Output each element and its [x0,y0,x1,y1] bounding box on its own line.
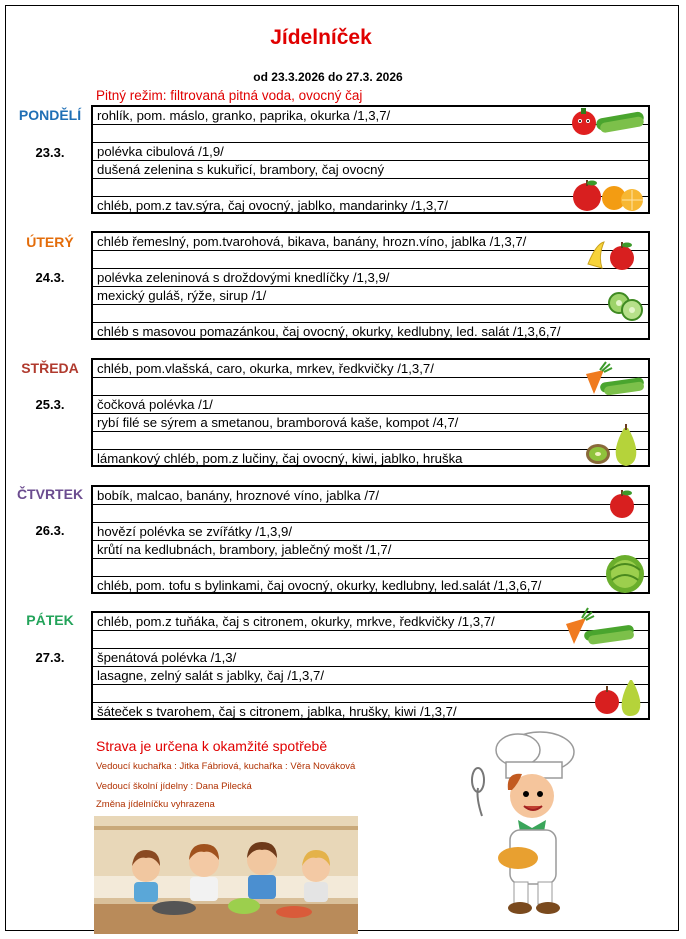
canteen-head-info: Vedoucí školní jídelny : Dana Pilecká [96,781,252,792]
menu-item-lunch: krůtí na kedlubnách, brambory, jablečný mošt /1,7/ [97,542,392,557]
kids-cooking-illustration [94,816,358,934]
menu-item-breakfast: chléb, pom.vlašská, caro, okurka, mrkev, ředkvičky /1,3,7/ [97,361,434,376]
kiwi-pear-icon [584,424,644,468]
drink-regime: Pitný režim: filtrovaná pitná voda, ovocný čaj [96,88,363,103]
day-date-tuesday: 24.3. [35,270,65,285]
menu-item-soup: polévka zeleninová s droždovými knedlíčky /1,3,9/ [97,270,390,285]
menu-item-snack: šáteček s tvarohem, čaj s citronem, jablka, hrušky, kiwi /1,3,7/ [97,704,457,719]
menu-item-soup: polévka cibulová /1,9/ [97,144,224,159]
menu-block-wednesday [91,358,650,467]
menu-item-lunch: lasagne, zelný salát s jablky, čaj /1,3,7/ [97,668,324,683]
day-date-monday: 23.3. [35,145,65,160]
apple-orange-icon [570,178,648,212]
menu-block-monday [91,105,650,214]
pepper-cucumber-icon [570,106,648,136]
menu-item-breakfast: bobík, malcao, banány, hroznové víno, jablka /7/ [97,488,379,503]
carrot-cucumber-icon [582,360,646,398]
menu-item-breakfast: chléb řemeslný, pom.tvarohová, bikava, banány, hrozn.víno, jablka /1,3,7/ [97,234,527,249]
day-date-friday: 27.3. [35,650,65,665]
day-name-thursday: ČTVRTEK [16,486,84,502]
cooks-info: Vedoucí kuchařka : Jitka Fábriová, kuchařka : Věra Nováková [96,761,356,772]
apple-icon [606,488,638,520]
menu-item-lunch: rybí filé se sýrem a smetanou, bramborová kaše, kompot /4,7/ [97,415,459,430]
menu-item-lunch: dušená zelenina s kukuřicí, brambory, čaj ovocný [97,162,385,177]
menu-item-snack: chléb s masovou pomazánkou, čaj ovocný, okurky, kedlubny, led. salát /1,3,6,7/ [97,324,561,339]
day-date-wednesday: 25.3. [35,397,65,412]
menu-item-lunch: mexický guláš, rýže, sirup /1/ [97,288,267,303]
day-name-monday: PONDĚLÍ [18,107,82,123]
menu-period: od 23.3.2026 do 27.3. 2026 [253,70,403,84]
day-name-friday: PÁTEK [26,612,74,628]
day-date-thursday: 26.3. [35,523,65,538]
menu-item-soup: špenátová polévka /1,3/ [97,650,237,665]
consumption-note: Strava je určena k okamžité spotřebě [96,738,328,754]
banana-apple-icon [584,238,640,272]
page-title: Jídelníček [270,26,372,49]
cucumber-slices-icon [606,290,646,322]
menu-item-soup: čočková polévka /1/ [97,397,213,412]
menu-block-thursday [91,485,650,594]
menu-item-breakfast: chléb, pom.z tuňáka, čaj s citronem, okurky, mrkve, ředkvičky /1,3,7/ [97,614,495,629]
menu-item-snack: chléb, pom.z tav.sýra, čaj ovocný, jablko, mandarinky /1,3,7/ [97,198,448,213]
menu-item-snack: lámankový chléb, pom.z lučiny, čaj ovocný, kiwi, jablko, hruška [97,451,463,466]
carrot-cucumber-icon [560,606,638,646]
menu-item-breakfast: rohlík, pom. máslo, granko, paprika, okurka /1,3,7/ [97,108,391,123]
day-name-tuesday: ÚTERÝ [26,234,74,250]
lettuce-icon [600,550,650,594]
day-name-wednesday: STŘEDA [21,360,79,376]
apple-pear-icon [592,676,644,718]
menu-item-snack: chléb, pom. tofu s bylinkami, čaj ovocný, okurky, kedlubny, led.salát /1,3,6,7/ [97,578,542,593]
menu-item-soup: hovězí polévka se zvířátky /1,3,9/ [97,524,292,539]
menu-block-tuesday [91,231,650,340]
change-notice: Změna jídelníčku vyhrazena [96,799,215,810]
chef-illustration [448,728,590,918]
